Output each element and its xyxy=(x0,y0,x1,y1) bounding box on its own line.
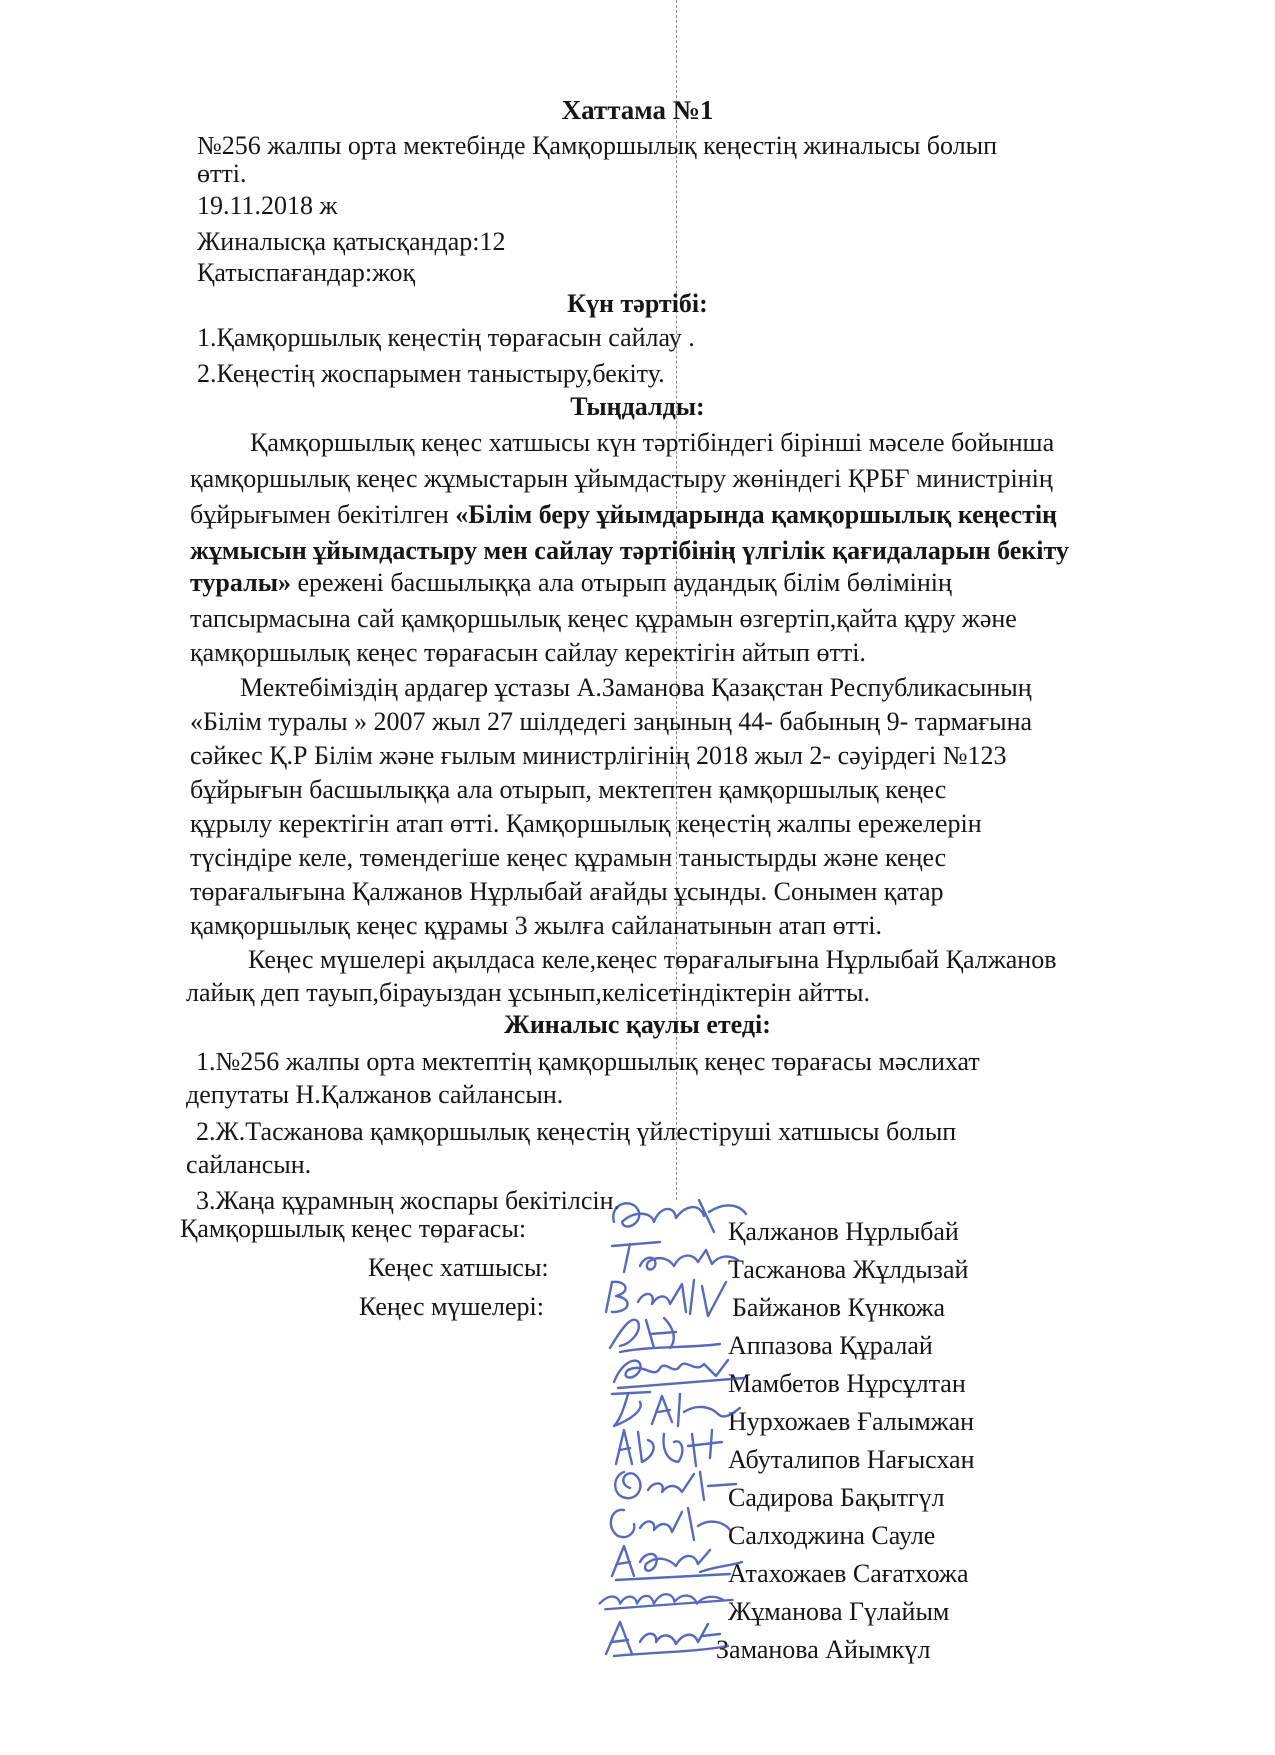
intro-line-2: өтті. xyxy=(197,159,247,188)
heard-p2-line-6: түсіндіре келе, төмендегіше кеңес құрамын таныстырды және кеңес xyxy=(190,843,947,872)
member-name: Байжанов Күнкожа xyxy=(732,1293,946,1322)
regulation-title-middle: жұмысын ұйымдастыру мен сайлау тәртібінің үлгілік қағидаларын бекіту xyxy=(190,536,1069,565)
heard-p1-line-6: тапсырмасына сай қамқоршылық кеңес құрамын өзгертіп,қайта құру және xyxy=(190,604,1017,633)
document-title: Хаттама №1 xyxy=(561,95,714,125)
meeting-date: 19.11.2018 ж xyxy=(197,191,338,220)
member-name: Аппазова Құралай xyxy=(728,1331,933,1360)
agenda-item-1: 1.Қамқоршылық кеңестің төрағасын сайлау . xyxy=(197,323,695,352)
heard-p2-line-1: Мектебіміздің ардагер ұстазы А.Заманова Қазақстан Республикасының xyxy=(240,673,1032,702)
decision-2-line-1: 2.Ж.Тасжанова қамқоршылық кеңестің үйлестіруші хатшысы болып xyxy=(196,1117,957,1146)
member-name: Жұманова Гүлайым xyxy=(728,1597,950,1626)
heard-p2-line-7: төрағалығына Қалжанов Нұрлыбай ағайды ұсынды. Сонымен қатар xyxy=(190,877,944,906)
decision-2-line-2: сайлансын. xyxy=(186,1150,312,1179)
heard-p1-line-1: Қамқоршылық кеңес хатшысы күн тәртібіндегі бірінші мәселе бойынша xyxy=(250,428,1055,457)
regulation-title-end: туралы» xyxy=(190,568,292,597)
heard-p1-line-7: қамқоршылық кеңес төрағасын сайлау керектігін айтып өтті. xyxy=(190,638,866,667)
members-label: Кеңес мүшелері: xyxy=(359,1292,545,1321)
heard-p1-line-5 xyxy=(190,568,952,598)
heard-p2-line-2: «Білім туралы » 2007 жыл 27 шілдедегі заңының 44- бабының 9- тармағына xyxy=(190,707,1033,736)
decision-3-line-1: 3.Жаңа құрамның жоспары бекітілсін. xyxy=(196,1186,621,1215)
decision-1-line-1: 1.№256 жалпы орта мектептің қамқоршылық кеңес төрағасы мәслихат xyxy=(196,1047,980,1076)
heard-p1-line-5-text: ережені басшылыққа ала отырып аудандық білім бөлімінің xyxy=(291,568,952,597)
member-name: Абуталипов Нағысхан xyxy=(728,1445,975,1474)
heard-p3-line-1: Кеңес мүшелері ақылдаса келе,кеңес төрағалығына Нұрлыбай Қалжанов xyxy=(248,945,1057,974)
chair-label: Қамқоршылық кеңес төрағасы: xyxy=(180,1214,527,1243)
member-name: Салходжина Сауле xyxy=(728,1521,936,1550)
decision-1-line-2: депутаты Н.Қалжанов сайлансын. xyxy=(186,1080,564,1109)
attended-count: Жиналысқа қатысқандар:12 xyxy=(197,227,506,256)
member-name: Нурхожаев Ғалымжан xyxy=(728,1407,975,1436)
heard-p2-line-8: қамқоршылық кеңес құрамы 3 жылға сайланатынын атап өтті. xyxy=(190,911,883,940)
intro-line-1: №256 жалпы орта мектебінде Қамқоршылық кеңестің жиналысы болып xyxy=(197,131,998,160)
secretary-label: Кеңес хатшысы: xyxy=(368,1253,549,1282)
heard-p2-line-3: сәйкес Қ.Р Білім және ғылым министрлігінің 2018 жыл 2- сәуірдегі №123 xyxy=(190,741,1007,770)
member-name: Атахожаев Сағатхожа xyxy=(728,1559,969,1588)
member-name: Мамбетов Нұрсұлтан xyxy=(728,1369,966,1398)
heard-p2-line-5: құрылу керектігін атап өтті. Қамқоршылық кеңестің жалпы ережелерін xyxy=(190,809,982,838)
agenda-item-2: 2.Кеңестің жоспарымен таныстыру,бекіту. xyxy=(197,359,665,388)
heard-p3-line-2: лайық деп тауып,бірауыздан ұсынып,келісетіндіктерін айтты. xyxy=(186,978,870,1007)
heard-p1-line-2: қамқоршылық кеңес жұмыстарын ұйымдастыру жөніндегі ҚРБҒ министрінің xyxy=(190,464,1053,493)
agenda-heading: Күн тәртібі: xyxy=(567,289,708,318)
signature xyxy=(596,1612,746,1660)
heard-p1-line-3-text: бұйрығымен бекітілген xyxy=(190,500,456,529)
member-name: Тасжанова Жұлдызай xyxy=(728,1255,969,1284)
member-name: Заманова Айымкүл xyxy=(716,1635,931,1664)
heard-heading: Тыңдалды: xyxy=(570,392,705,421)
heard-p1-line-3 xyxy=(190,500,1057,530)
absent-count: Қатыспағандар:жоқ xyxy=(197,258,416,287)
heard-p2-line-4: бұйрығын басшылыққа ала отырып, мектептен қамқоршылық кеңес xyxy=(190,775,947,804)
member-name: Садирова Бақытгүл xyxy=(728,1483,945,1512)
member-name: Қалжанов Нұрлыбай xyxy=(728,1217,959,1246)
decision-heading: Жиналыс қаулы етеді: xyxy=(504,1010,771,1039)
regulation-title-start: «Білім беру ұйымдарында қамқоршылық кеңестің xyxy=(455,500,1058,529)
